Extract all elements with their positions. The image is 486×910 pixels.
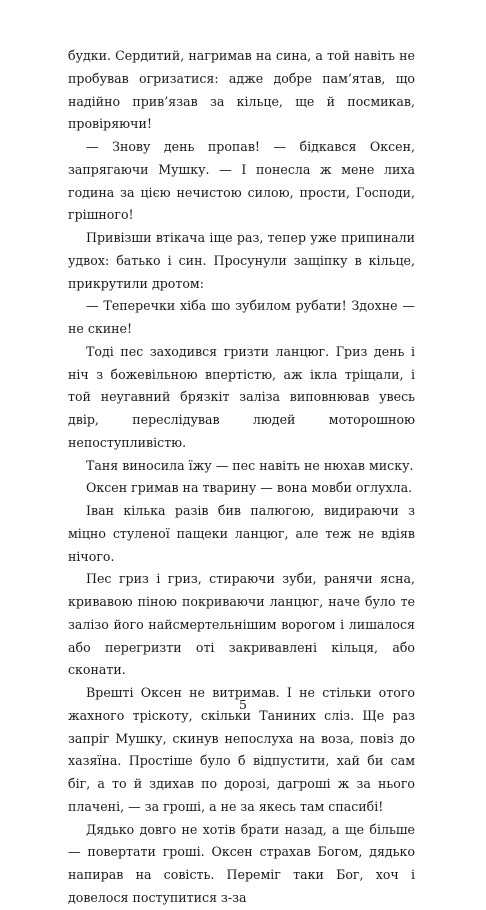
body-text	[68, 45, 415, 910]
paragraph-1: будки. Сердитий, нагримав на сина, а той навіть не пробував огризатися: адже добре пам’ятав, що надійно прив’язав за кільце, ще й посмикав, провіряючи!	[68, 48, 415, 132]
paragraph-4: — Теперечки хіба шо зубилом рубати! Здохне — не скине!	[68, 298, 415, 336]
paragraph-9: Пес гриз і гриз, стираючи зуби, ранячи ясна, кривавою піною покриваючи ланцюг, наче було те залізо його найсмертельнішим ворогом і лишалося або перегризти оті закривавлені кільця, або сконати.	[68, 571, 415, 678]
page-number: 5	[239, 697, 247, 712]
paragraph-10: Врешті Оксен не витримав. І не стільки отого жахного тріскоту, скільки Таниних сліз. Ще раз запріг Мушку, скинув непослуха на воза, повіз до хазяїна. Простіше було б відпустити, хай би сам біг, а то й здихав по дорозі, дагроші ж за нього плачені, — за гроші, а не за якесь там спасибі!	[68, 685, 415, 814]
paragraph-3: Привізши втікача іще раз, тепер уже припинали удвох: батько і син. Просунули защіпку в кільце, прикрутили дротом:	[68, 230, 415, 291]
paragraph-6: Таня виносила їжу — пес навіть не нюхав миску.	[86, 457, 414, 473]
paragraph-2: — Знову день пропав! — бідкався Оксен, запрягаючи Мушку. — І понесла ж мене лиха година за цією нечистою силою, прости, Господи, грішного!	[68, 139, 415, 223]
paragraph-11: Дядько довго не хотів брати назад, а ще більше — повертати гроші. Оксен страхав Богом, дядько напирав на совість. Переміг таки Бог, хоч і довелося поступитися з-за	[68, 821, 415, 905]
paragraph-5: Тоді пес заходився гризти ланцюг. Гриз день і ніч з божевільною впертістю, аж ікла тріщали, і той неугавний брязкіт заліза виповнював увесь двір, переслідував людей моторошною непоступливістю.	[68, 343, 415, 450]
paragraph-7: Оксен гримав на тварину — вона мовби оглухла.	[86, 480, 413, 496]
paragraph-8: Іван кілька разів бив палюгою, видираючи з міцно стуленої пащеки ланцюг, але теж не вдіяв нічого.	[68, 503, 415, 564]
